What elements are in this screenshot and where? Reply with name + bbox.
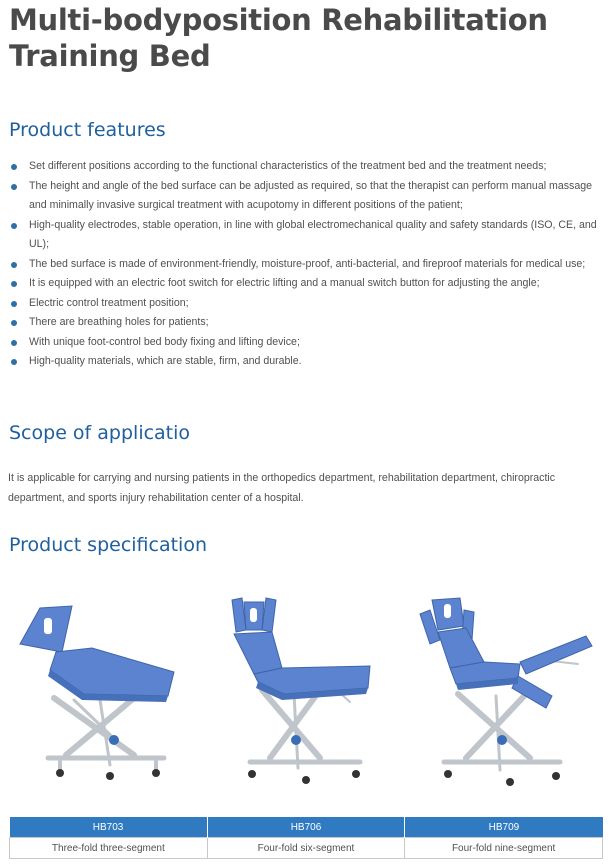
feature-item [11, 177, 605, 216]
feature-list [11, 157, 605, 372]
scope-text: It is applicable for carrying and nursing patients in the orthopedics department, rehabilitation department, chiropractic department, and sports injury rehabilitation center of a hospital. [8, 472, 556, 504]
features-heading: Product features [9, 119, 166, 141]
bullet-icon [11, 223, 17, 229]
bullet-icon [11, 281, 17, 287]
model-header-hb709: HB709 [405, 817, 603, 838]
spec-heading: Product specification [9, 534, 208, 556]
feature-item [11, 157, 605, 177]
feature-text: Set different positions according to the functional characteristics of the treatment bed and the treatment needs; [29, 160, 547, 172]
feature-item [11, 255, 605, 275]
bed-image-hb703 [14, 590, 204, 795]
table-header-row [10, 817, 603, 838]
feature-text: With unique foot-control bed body fixing and lifting device; [29, 335, 300, 348]
page-title: Multi-bodyposition Rehabilitation Training Bed [9, 3, 548, 73]
spec-table [9, 817, 603, 859]
model-header-hb703: HB703 [10, 817, 208, 838]
bullet-icon [11, 301, 17, 307]
feature-text: The bed surface is made of environment-friendly, moisture-proof, anti-bacterial, and fireproof materials for medical use; [29, 257, 586, 270]
model-header-hb706: HB706 [207, 817, 405, 838]
bullet-icon [11, 359, 17, 365]
bed-image-hb709 [410, 590, 600, 795]
feature-text: Electric control treatment position; [29, 296, 189, 309]
bullet-icon [11, 262, 17, 268]
feature-item [11, 313, 605, 333]
bullet-icon [11, 184, 17, 190]
model-description-hb706: Four-fold six-segment [207, 838, 405, 859]
model-description-hb703: Three-fold three-segment [10, 838, 208, 859]
feature-item [11, 333, 605, 353]
bullet-icon [11, 164, 17, 170]
bullet-icon [11, 340, 17, 346]
model-description-hb709: Four-fold nine-segment [405, 838, 603, 859]
feature-item [11, 216, 605, 255]
feature-item [11, 274, 605, 294]
bed-image-hb706 [210, 590, 400, 795]
bullet-icon [11, 320, 17, 326]
product-images [0, 590, 609, 800]
feature-item [11, 352, 605, 372]
scope-heading: Scope of applicatio [9, 422, 191, 444]
feature-text: It is equipped with an electric foot switch for electric lifting and a manual switch button for adjusting the angle; [29, 277, 540, 289]
feature-item [11, 294, 605, 314]
feature-text: High-quality materials, which are stable, firm, and durable. [29, 355, 302, 367]
table-row [10, 838, 603, 859]
feature-text: High-quality electrodes, stable operation, in line with global electromechanical quality and safety standards (ISO, CE, and UL); [29, 218, 597, 250]
feature-text: The height and angle of the bed surface can be adjusted as required, so that the therapist can perform manual massage and minimally invasive surgical treatment with acupotomy in different positions of the patient; [29, 179, 592, 211]
feature-text: There are breathing holes for patients; [29, 316, 209, 328]
